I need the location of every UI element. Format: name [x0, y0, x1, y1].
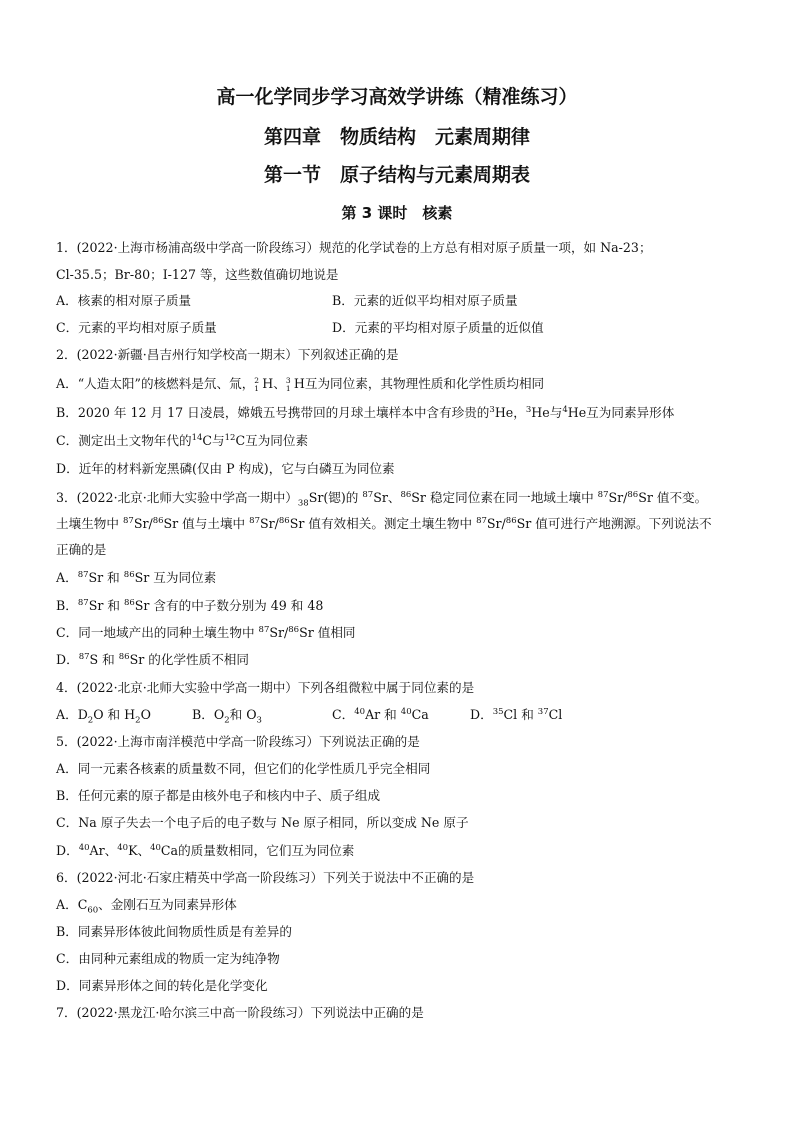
q3-source: 3．(2022·北京·北师大实验中学高一期中） — [56, 490, 298, 505]
q3-a-text-2: Sr 互为同位素 — [134, 570, 217, 585]
section-title: 第一节 原子结构与元素周期表 — [263, 164, 530, 186]
sr86-mass: 86 — [123, 569, 135, 580]
q3-l2-t1: 土壤生物中 — [56, 516, 123, 531]
q7-stem: 7．(2022·黑龙江·哈尔滨三中高一阶段练习）下列说法中正确的是 — [56, 1005, 424, 1020]
q1-stem-line1: 1．(2022·上海市杨浦高级中学高一阶段练习）规范的化学试卷的上方总有相对原子质量一项，如 Na-23； — [56, 240, 652, 255]
sr87-mass: 87 — [258, 624, 270, 635]
q3-option-c — [56, 625, 356, 641]
sr86-mass: 86 — [118, 651, 130, 662]
q2-stem: 2．(2022·新疆·昌吉州行知学校高一期末）下列叙述正确的是 — [56, 347, 399, 362]
he3-symbol: He， — [494, 405, 526, 420]
sr86-mass: 86 — [123, 597, 135, 608]
q4-b-t1: B．O — [192, 707, 225, 722]
q3-l2-t5: Sr 值有效相关。测定土壤生物中 — [289, 516, 477, 531]
q4-option-a — [56, 707, 151, 726]
q2-b-text-1: B．2020 年 12 月 17 日凌晨，嫦娥五号携带回的月球土壤样本中含有珍贵的 — [56, 405, 490, 420]
q3-option-b — [56, 598, 323, 614]
q2-option-d: D．近年的材料新宠黑磷(仅由 P 构成)，它与白磷互为同位素 — [56, 461, 395, 476]
sr87-mass: 87 — [122, 515, 134, 526]
q4-d-t2: Cl 和 — [503, 707, 538, 722]
cl37-mass: 37 — [537, 706, 549, 717]
ca40-mass: 40 — [400, 706, 412, 717]
q3-b-text-1: Sr 和 — [88, 598, 124, 613]
ar40-mass: 40 — [78, 842, 90, 853]
q5-option-c: C．Na 原子失去一个电子后的电子数与 Ne 原子相同，所以变成 Ne 原子 — [56, 815, 469, 830]
q6-option-b: B．同素异形体彼此间物质性质是有差异的 — [56, 924, 292, 939]
cl35-mass: 35 — [492, 706, 504, 717]
q1-option-b: B．元素的近似平均相对原子质量 — [332, 293, 518, 308]
c12-symbol: C — [235, 433, 246, 448]
q1-option-c: C．元素的平均相对原子质量 — [56, 320, 217, 335]
q4-a-t3: O — [140, 707, 151, 722]
q4-option-c — [332, 707, 429, 723]
q4-d-t3: Cl — [548, 707, 563, 722]
q3-c-text-1: C．同一地域产出的同种土壤生物中 — [56, 625, 259, 640]
sr87-mass: 87 — [77, 597, 89, 608]
q2-option-a — [56, 376, 544, 393]
ca40-mass: 40 — [150, 842, 161, 853]
he3-symbol-2: He与 — [531, 405, 563, 420]
q3-l2-t3: Sr 值与土壤中 — [163, 516, 250, 531]
q5-option-a: A．同一元素各核素的质量数不同，但它们的化学性质几乎完全相同 — [56, 761, 431, 776]
q3-l1-t5: Sr 值不变。 — [638, 490, 708, 505]
h3-symbol: H — [293, 376, 305, 391]
c60-subscript: 60 — [87, 905, 99, 916]
q4-d-t1: D． — [470, 707, 493, 722]
lesson-title: 第 3 课时 核素 — [341, 204, 453, 222]
q3-l1-t2: Sr、 — [373, 490, 401, 505]
q3-b-text-2: Sr 含有的中子数分别为 49 和 48 — [134, 598, 324, 613]
ar40-mass: 40 — [354, 706, 366, 717]
he3-mass: 3 — [489, 404, 495, 415]
q2-option-c — [56, 433, 308, 449]
sr-atomic-number: 38 — [297, 498, 309, 509]
q3-d-text-1: S 和 — [89, 652, 119, 667]
sr87-mass: 87 — [77, 569, 89, 580]
c14-mass: 14 — [191, 432, 203, 443]
q3-stem-line3: 正确的是 — [56, 542, 107, 557]
q3-stem-line1 — [56, 489, 708, 509]
q3-l1-t1: Sr(锶)的 — [308, 490, 363, 505]
q4-a-sub1: 2 — [87, 715, 94, 726]
q3-a-text-1: Sr 和 — [88, 570, 124, 585]
q4-b-t2: 和 O — [229, 707, 257, 722]
sr86-mass: 86 — [627, 489, 639, 500]
sr87-mass: 87 — [476, 515, 487, 526]
q3-b-label: B． — [56, 598, 78, 613]
q3-c-text-3: Sr 值相同 — [299, 625, 356, 640]
h2-nuclide-prefix: 2 1 — [254, 375, 260, 393]
sr87-mass: 87 — [597, 489, 609, 500]
q4-option-d — [470, 707, 562, 723]
q4-stem: 4．(2022·北京·北师大实验中学高一期中）下列各组微粒中属于同位素的是 — [56, 680, 475, 695]
q4-c-t3: Ca — [411, 707, 429, 722]
h2-symbol: H — [262, 376, 274, 391]
q5-d-label: D． — [56, 843, 79, 858]
sr86-mass: 86 — [400, 489, 412, 500]
q2-c-text-2: 互为同位素 — [245, 433, 309, 448]
c12-mass: 12 — [224, 432, 236, 443]
s87-mass: 87 — [78, 651, 90, 662]
q5-d-text: 的质量数相同，它们互为同位素 — [178, 843, 355, 858]
he3-mass-2: 3 — [525, 404, 532, 415]
q1-stem-line2: Cl-35.5；Br-80；I-127 等，这些数值确切地说是 — [56, 267, 339, 282]
q3-a-label: A． — [56, 570, 78, 585]
q3-d-label: D． — [56, 652, 79, 667]
q6-a-t2: 、金刚石互为同素异形体 — [98, 897, 237, 912]
q2-a-text-2: 互为同位素，其物理性质和化学性质均相同 — [304, 376, 545, 391]
q5-option-b: B．任何元素的原子都是由核外电子和核内中子、质子组成 — [56, 788, 381, 803]
k-symbol: K、 — [128, 843, 151, 858]
q5-option-d — [56, 843, 354, 859]
q4-a-sub2: 2 — [135, 715, 141, 726]
q4-b-sub1: 2 — [224, 715, 230, 726]
he4-mass: 4 — [562, 404, 568, 415]
q3-l2-t6: Sr/ — [486, 516, 506, 531]
chapter-title: 第四章 物质结构 元素周期律 — [263, 126, 530, 148]
q4-option-b — [192, 707, 262, 726]
q2-c-text-1: C．测定出土文物年代的 — [56, 433, 192, 448]
he4-symbol: He — [567, 405, 587, 420]
q3-option-d — [56, 652, 249, 668]
ar-symbol: Ar、 — [89, 843, 118, 858]
q3-c-text-2: Sr/ — [269, 625, 289, 640]
q1-option-a: A．核素的相对原子质量 — [56, 293, 192, 308]
sr86-mass: 86 — [288, 624, 300, 635]
q2-b-text-2: 互为同素异形体 — [586, 405, 675, 420]
c14-symbol: C与 — [202, 433, 225, 448]
q4-b-sub2: 3 — [256, 715, 262, 726]
h3-nuclide-prefix: 3 1 — [285, 375, 291, 393]
q1-option-d: D．元素的平均相对原子质量的近似值 — [332, 320, 544, 335]
q2-a-separator: 、 — [273, 376, 286, 391]
q3-l2-t7: Sr 值可进行产地溯源。下列说法不 — [516, 516, 712, 531]
q3-d-text-2: Sr 的化学性质不相同 — [129, 652, 249, 667]
q3-l1-t4: Sr/ — [608, 490, 628, 505]
q3-l2-t4: Sr/ — [259, 516, 279, 531]
q4-c-t1: C． — [332, 707, 355, 722]
q3-l1-t3: Sr 稳定同位素在同一地域土壤中 — [411, 490, 598, 505]
sr86-mass: 86 — [505, 515, 517, 526]
q6-a-t1: A．C — [56, 897, 88, 912]
sr87-mass: 87 — [249, 515, 260, 526]
sr87-mass: 87 — [362, 489, 374, 500]
sr86-mass: 86 — [278, 515, 290, 526]
q6-option-c: C．由同种元素组成的物质一定为纯净物 — [56, 951, 280, 966]
q5-stem: 5．(2022·上海市南洋模范中学高一阶段练习）下列说法正确的是 — [56, 734, 420, 749]
q6-option-a — [56, 897, 237, 916]
q6-stem: 6．(2022·河北·石家庄精英中学高一阶段练习）下列关于说法中不正确的是 — [56, 870, 475, 885]
q3-stem-line2 — [56, 516, 712, 532]
q3-l2-t2: Sr/ — [133, 516, 153, 531]
k40-mass: 40 — [117, 842, 129, 853]
q6-option-d: D．同素异形体之间的转化是化学变化 — [56, 978, 268, 993]
sr86-mass: 86 — [152, 515, 164, 526]
q2-a-text-1: A．“人造太阳”的核燃料是氘、氚， — [56, 376, 255, 391]
q2-option-b — [56, 405, 674, 421]
q3-option-a — [56, 570, 216, 586]
worksheet-title: 高一化学同步学习高效学讲练（精准练习） — [216, 86, 578, 108]
q4-c-t2: Ar 和 — [365, 707, 401, 722]
q4-a-t1: A．D — [56, 707, 88, 722]
q4-a-t2: O 和 H — [93, 707, 136, 722]
ca-symbol: Ca — [160, 843, 179, 858]
